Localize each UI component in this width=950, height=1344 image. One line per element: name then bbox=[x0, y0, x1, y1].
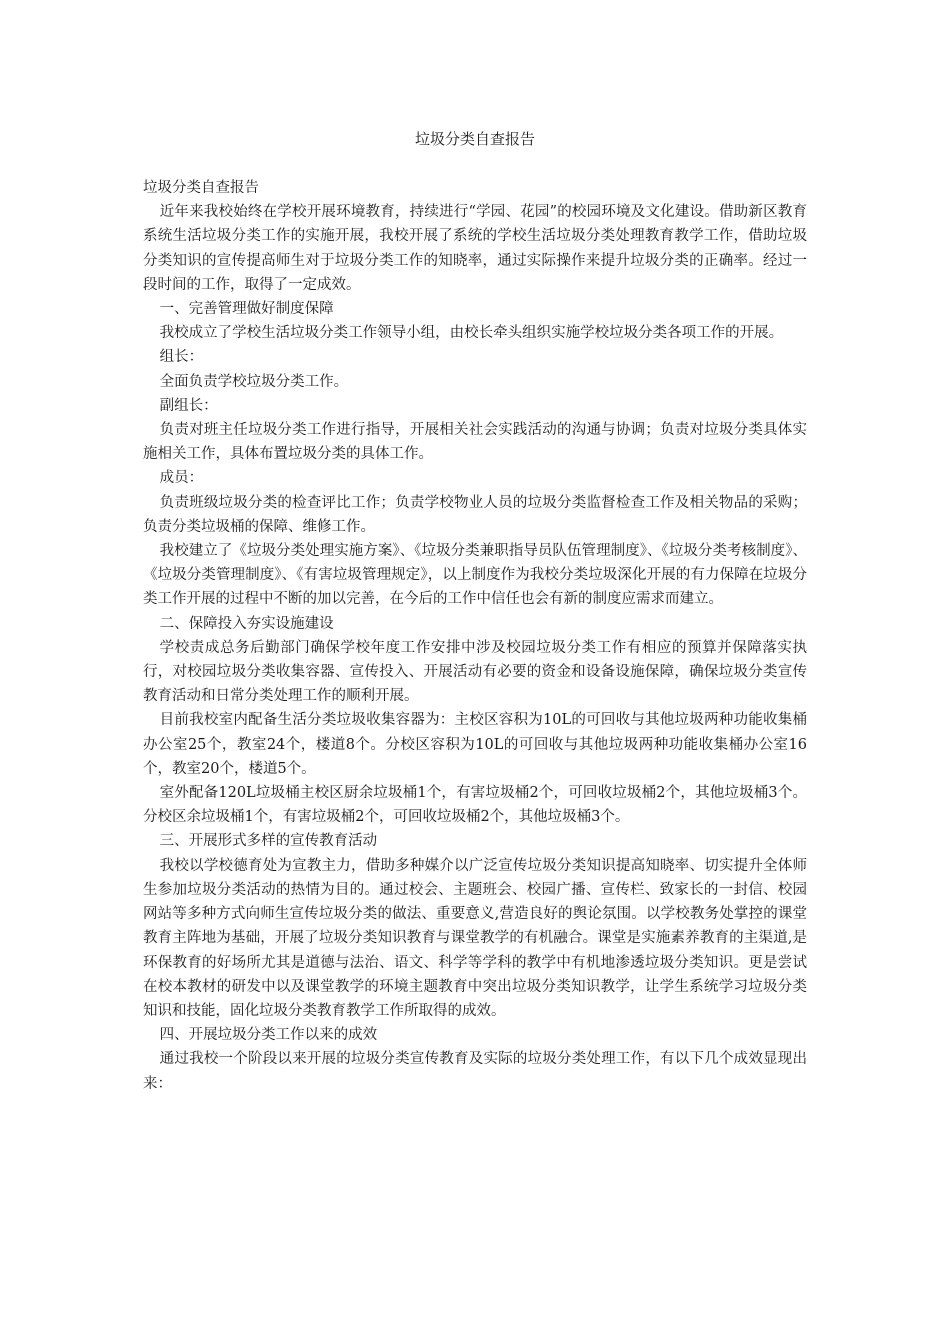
paragraph: 我校成立了学校生活垃圾分类工作领导小组，由校长牵头组织实施学校垃圾分类各项工作的开展。 bbox=[159, 325, 784, 342]
role-label-members: 成员： bbox=[159, 470, 204, 487]
paragraph: 全面负责学校垃圾分类工作。 bbox=[159, 373, 349, 390]
paragraph: 我校建立了《垃圾分类处理实施方案》、《垃圾分类兼职指导员队伍管理制度》、《垃圾分类考核制度》、《垃圾分类管理制度》、《有害垃圾管理规定》，以上制度作为我校分类垃圾深化开展的有力保障在垃圾分类工作开展的过程中不断的加以完善，在今后的工作中信任也会有新的制度应需求而建立。 bbox=[143, 543, 807, 608]
paragraph: 通过我校一个阶段以来开展的垃圾分类宣传教育及实际的垃圾分类处理工作，有以下几个成效显现出来： bbox=[143, 1051, 807, 1092]
section-heading-2: 二、保障投入夯实设施建设 bbox=[159, 615, 334, 632]
section-heading-3: 三、开展形式多样的宣传教育活动 bbox=[159, 833, 378, 850]
document-subtitle: 垃圾分类自查报告 bbox=[143, 180, 259, 196]
paragraph: 目前我校室内配备生活分类垃圾收集容器为：主校区容积为10L的可回收与其他垃圾两种功能收集桶办公室25个，教室24个，楼道8个。分校区容积为10L的可回收与其他垃圾两种功能收集桶办公室16个，教室20个，楼道5个。 bbox=[143, 712, 807, 777]
section-heading-1: 一、完善管理做好制度保障 bbox=[159, 301, 334, 318]
role-label-leader: 组长： bbox=[159, 349, 204, 366]
paragraph: 负责班级垃圾分类的检查评比工作；负责学校物业人员的垃圾分类监督检查工作及相关物品的采购；负责分类垃圾桶的保障、维修工作。 bbox=[143, 494, 807, 535]
role-label-deputy: 副组长： bbox=[159, 397, 218, 414]
paragraph-intro: 近年来我校始终在学校开展环境教育，持续进行“学园、花园”的校园环境及文化建设。借助新区教育系统生活垃圾分类工作的实施开展，我校开展了系统的学校生活垃圾分类处理教育教学工作，借助垃圾分类知识的宣传提高师生对于垃圾分类工作的知晓率，通过实际操作来提升垃圾分类的正确率。经过一段时间的工作，取得了一定成效。 bbox=[143, 204, 807, 293]
paragraph: 负责对班主任垃圾分类工作进行指导，开展相关社会实践活动的沟通与协调；负责对垃圾分类具体实施相关工作，具体布置垃圾分类的具体工作。 bbox=[143, 422, 807, 463]
document-body bbox=[143, 176, 807, 1096]
paragraph: 我校以学校德育处为宣教主力，借助多种媒介以广泛宣传垃圾分类知识提高知晓率、切实提升全体师生参加垃圾分类活动的热情为目的。通过校会、主题班会、校园广播、宣传栏、致家长的一封信、校园网站等多种方式向师生宣传垃圾分类的做法、重要意义,营造良好的舆论氛围。以学校教务处掌控的课堂教育主阵地为基础，开展了垃圾分类知识教育与课堂教学的有机融合。课堂是实施素养教育的主渠道,是环保教育的好场所尤其是道德与法治、语文、科学等学科的教学中有机地渗透垃圾分类知识。更是尝试在校本教材的研发中以及课堂教学的环境主题教育中突出垃圾分类知识教学，让学生系统学习垃圾分类知识和技能，固化垃圾分类教育教学工作所取得的成效。 bbox=[143, 857, 807, 1019]
section-heading-4: 四、开展垃圾分类工作以来的成效 bbox=[159, 1027, 378, 1044]
paragraph: 学校责成总务后勤部门确保学校年度工作安排中涉及校园垃圾分类工作有相应的预算并保障落实执行，对校园垃圾分类收集容器、宣传投入、开展活动有必要的资金和设备设施保障，确保垃圾分类宣传教育活动和日常分类处理工作的顺利开展。 bbox=[143, 639, 807, 705]
document-title: 垃圾分类自查报告 bbox=[414, 130, 535, 148]
paragraph: 室外配备120L垃圾桶主校区厨余垃圾桶1个，有害垃圾桶2个，可回收垃圾桶2个，其他垃圾桶3个。分校区余垃圾桶1个，有害垃圾桶2个，可回收垃圾桶2个，其他垃圾桶3个。 bbox=[143, 785, 807, 826]
